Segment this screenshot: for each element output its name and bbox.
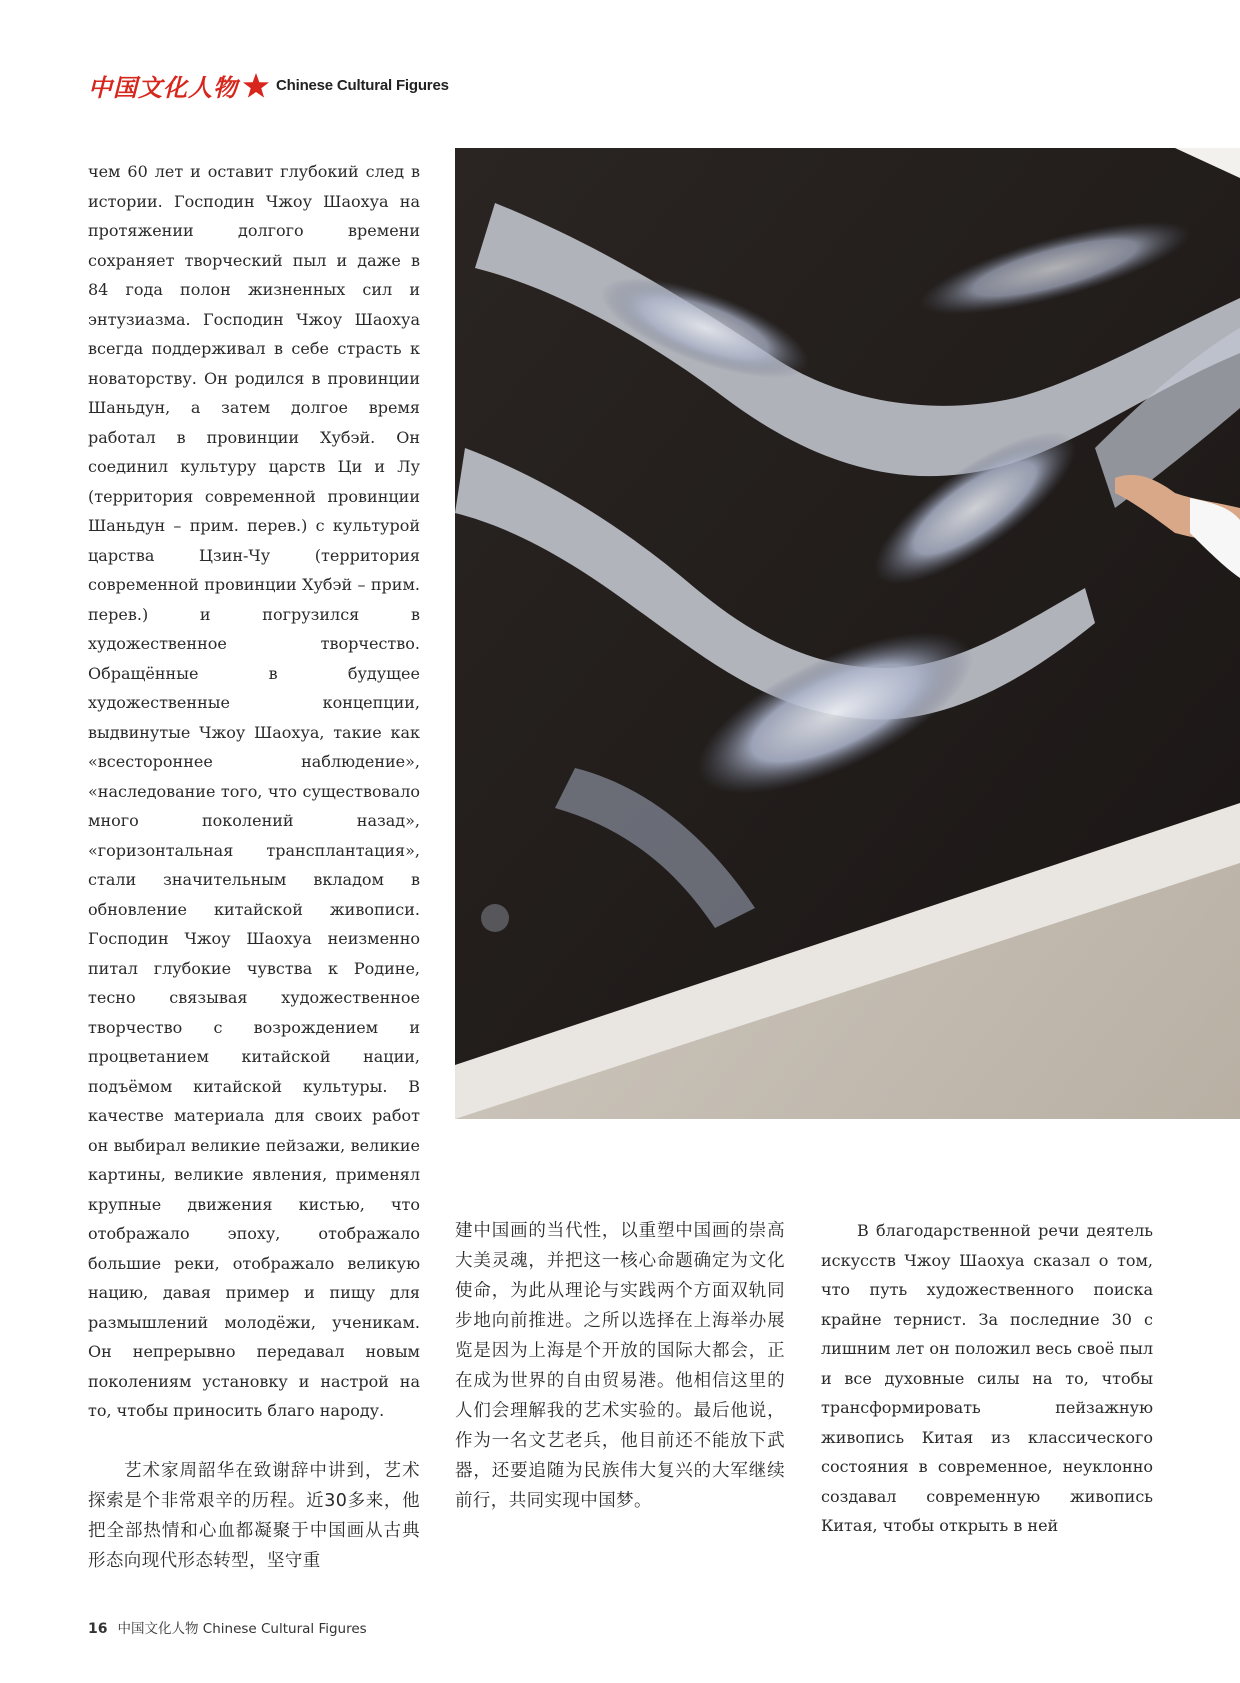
- masthead-title-cn: 中国文化人物: [88, 74, 238, 102]
- page-number: 16: [88, 1621, 108, 1637]
- article-paragraph-ru-speech: В благодарственной речи деятель искусств Чжоу Шаохуа сказал о том, что путь художественного поиска крайне тернист. За последние 30 с лишним лет он положил весь своё пыл и все духовные силы на то, чтобы трансформировать пейзажную живопись Китая из классического состояния в современное, неуклонно создавал современную живопись Китая, чтобы открыть в ней: [821, 1221, 1153, 1535]
- article-paragraph-ru: чем 60 лет и оставит глубокий след в истории. Господин Чжоу Шаохуа на протяжении долгого времени сохраняет творческий пыл и даже в 84 года полон жизненных сил и энтузиазма. Господин Чжоу Шаохуа всегда поддерживал в себе страсть к новаторству. Он родился в провинции Шаньдун, а затем долгое время работал в провинции Хубэй. Он соединил культуру царств Ци и Лу (территория современной провинции Шаньдун – прим. перев.) с культурой царства Цзин-Чу (территория современной провинции Хубэй – прим. перев.) и погрузился в художественное творчество. Обращённые в будущее художественные концепции, выдвинутые Чжоу Шаохуа, такие как «всестороннее наблюдение», «наследование того, что существовало много поколений назад», «горизонтальная трансплантация», стали значительным вкладом в обновление китайской живописи. Господин Чжоу Шаохуа неизменно питал глубокие чувства к Родине, тесно связывая художественное творчество с возрождением и процветанием китайской нации, подъёмом китайской культуры. В качестве материала для своих работ он выбирал великие пейзажи, великие картины, великие явления, применял крупные движения кистью, что отображало эпоху, отображало большие реки, отображало великую нацию, давая пример и пищу для размышлений молодёжи, ученикам. Он непрерывно передавал новым поколениям установку и настрой на то, чтобы приносить благо народу.: [88, 162, 420, 1420]
- article-column-left: [88, 157, 420, 1576]
- footer-publication: 中国文化人物 Chinese Cultural Figures: [117, 1621, 367, 1637]
- masthead-title-en: Chinese Cultural Figures: [276, 77, 449, 94]
- painting-photo: [455, 148, 1240, 1119]
- article-paragraph-cn: 艺术家周韶华在致谢辞中讲到，艺术探索是个非常艰辛的历程。近30多来，他把全部热情和心血都凝聚于中国画从古典形态向现代形态转型，坚守重: [88, 1460, 420, 1571]
- star-icon: [242, 72, 270, 99]
- article-column-right: [821, 1216, 1153, 1541]
- page-footer: [88, 1617, 367, 1637]
- article-column-middle: [455, 1216, 785, 1516]
- article-paragraph-cn-continued: 建中国画的当代性，以重塑中国画的崇高大美灵魂，并把这一核心命题确定为文化使命，为此从理论与实践两个方面双轨同步地向前推进。之所以选择在上海举办展览是因为上海是个开放的国际大都会，正在成为世界的自由贸易港。他相信这里的人们会理解我的艺术实验的。最后他说，作为一名文艺老兵，他目前还不能放下武器，还要追随为民族伟大复兴的大军继续前行，共同实现中国梦。: [455, 1221, 785, 1511]
- masthead: [88, 68, 449, 103]
